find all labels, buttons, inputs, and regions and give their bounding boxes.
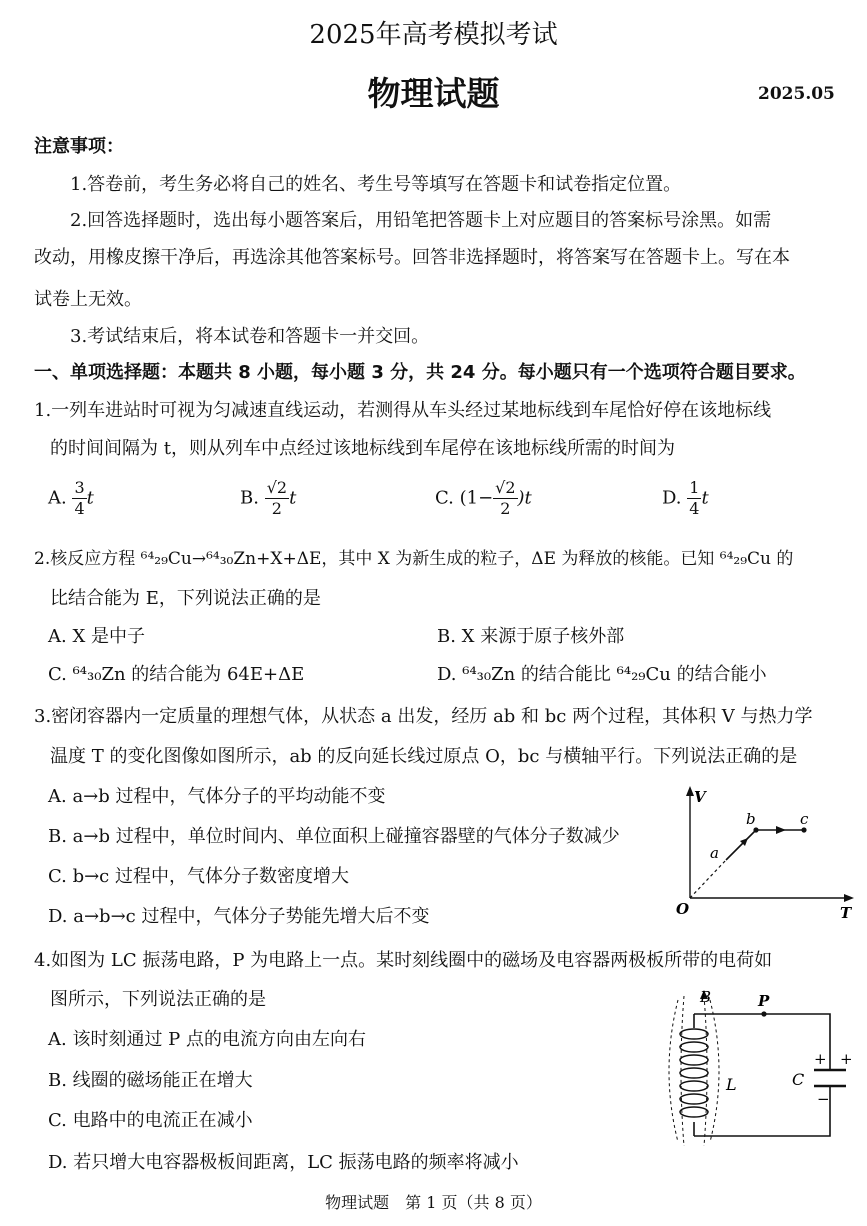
option-suffix: t — [701, 487, 709, 509]
point-c-label: c — [800, 810, 809, 828]
notice-item-1: 1.答卷前，考生务必将自己的姓名、考生号等填写在答题卡和试卷指定位置。 — [70, 174, 682, 195]
q1-option-a[interactable] — [48, 480, 94, 517]
option-suffix: t — [289, 487, 297, 509]
q3-option-b[interactable]: B. a→b 过程中，单位时间内、单位面积上碰撞容器壁的气体分子数减少 — [48, 826, 620, 847]
t-axis-label: T — [840, 904, 852, 922]
q3-option-d[interactable]: D. a→b→c 过程中，气体分子势能先增大后不变 — [48, 906, 430, 927]
q1-option-c[interactable] — [435, 480, 532, 517]
q2-stem-line-2: 比结合能为 E，下列说法正确的是 — [50, 588, 321, 609]
q4-option-c[interactable]: C. 电路中的电流正在减小 — [48, 1110, 253, 1131]
point-p-label: P — [758, 992, 770, 1010]
lc-circuit-diagram — [654, 986, 860, 1156]
exam-date: 2025.05 — [758, 84, 835, 104]
exam-title: 2025年高考模拟考试 — [309, 20, 558, 50]
fraction-denominator: 4 — [74, 499, 85, 518]
field-label: B — [700, 988, 712, 1006]
q1-stem-line-1: 1.一列车进站时可视为匀减速直线运动，若测得从车头经过某地标线到车尾恰好停在该地标线 — [34, 400, 772, 421]
q4-option-d[interactable]: D. 若只增大电容器极板间距离，LC 振荡电路的频率将减小 — [48, 1152, 519, 1173]
fraction-denominator: 2 — [271, 499, 282, 518]
q2-stem-line-1: 2.核反应方程 ⁶⁴₂₉Cu→⁶⁴₃₀Zn+X+ΔE，其中 X 为新生成的粒子，ΔE 为释放的核能。已知 ⁶⁴₂₉Cu 的 — [34, 549, 794, 569]
notice-item-2-line-1: 2.回答选择题时，选出每小题答案后，用铅笔把答题卡上对应题目的答案标号涂黑。如需 — [70, 210, 772, 231]
subject-title: 物理试题 — [367, 74, 500, 113]
notice-item-3: 3.考试结束后，将本试卷和答题卡一并交回。 — [70, 326, 430, 347]
q2-option-c[interactable]: C. ⁶⁴₃₀Zn 的结合能为 64E+ΔE — [48, 664, 305, 685]
option-suffix: t — [86, 487, 94, 509]
point-a-label: a — [710, 844, 719, 862]
notice-item-2-line-2: 改动，用橡皮擦干净后，再选涂其他答案标号。回答非选择题时，将答案写在答题卡上。写在本 — [34, 247, 790, 268]
q4-option-a[interactable]: A. 该时刻通过 P 点的电流方向由左向右 — [48, 1029, 366, 1050]
option-label: A. — [48, 487, 67, 509]
fraction-numerator: 1 — [689, 478, 700, 497]
ab-extension-dashed — [690, 860, 726, 898]
fraction-denominator: 2 — [500, 499, 511, 518]
section-heading: 一、单项选择题：本题共 8 小题，每小题 3 分，共 24 分。每小题只有一个选项符合题目要求。 — [34, 362, 806, 383]
notice-heading: 注意事项： — [34, 136, 124, 157]
point-b-label: b — [746, 810, 756, 828]
point-b — [753, 827, 758, 832]
q1-option-d[interactable] — [662, 480, 709, 517]
q4-stem-line-1: 4.如图为 LC 振荡电路，P 为电路上一点。某时刻线圈中的磁场及电容器两极板所带的电荷如 — [34, 950, 773, 971]
q1-stem-line-2: 的时间间隔为 t，则从列车中点经过该地标线到车尾停在该地标线所需的时间为 — [50, 438, 675, 459]
circuit-wire — [694, 1014, 830, 1070]
q3-option-c[interactable]: C. b→c 过程中，气体分子数密度增大 — [48, 866, 349, 887]
point-c — [801, 827, 806, 832]
fraction-numerator: √2 — [266, 478, 288, 497]
option-label: C. — [435, 487, 454, 509]
plus-sign-2: + — [840, 1050, 853, 1068]
circuit-wire-bottom — [694, 1086, 830, 1136]
option-label: D. — [662, 487, 682, 509]
origin-label: O — [676, 900, 690, 918]
q4-option-b[interactable]: B. 线圈的磁场能正在增大 — [48, 1070, 253, 1091]
bc-arrow — [776, 826, 786, 834]
q3-stem-line-2: 温度 T 的变化图像如图所示，ab 的反向延长线过原点 O，bc 与横轴平行。下列说法正确的是 — [50, 746, 798, 767]
q1-option-b[interactable] — [240, 480, 296, 517]
point-p — [761, 1011, 766, 1016]
vt-graph — [664, 780, 860, 925]
q2-option-a[interactable]: A. X 是中子 — [48, 626, 145, 647]
minus-sign: − — [817, 1090, 830, 1108]
fraction-denominator: 4 — [689, 499, 700, 518]
v-axis-label: V — [694, 788, 706, 806]
inductor-coil — [680, 1029, 708, 1117]
page-footer: 物理试题 第 1 页（共 8 页） — [325, 1193, 542, 1212]
notice-item-2-line-3: 试卷上无效。 — [34, 289, 142, 310]
v-axis-arrow — [686, 786, 694, 796]
fraction-numerator: 3 — [74, 478, 85, 497]
t-axis-arrow — [844, 894, 854, 902]
fraction-numerator: √2 — [495, 478, 516, 497]
option-label: B. — [240, 487, 259, 509]
option-suffix: )t — [517, 487, 532, 509]
inductor-label: L — [726, 1075, 737, 1094]
option-prefix: (1− — [459, 487, 494, 509]
q2-option-b[interactable]: B. X 来源于原子核外部 — [437, 626, 625, 647]
capacitor-label: C — [792, 1070, 805, 1089]
q2-option-d[interactable]: D. ⁶⁴₃₀Zn 的结合能比 ⁶⁴₂₉Cu 的结合能小 — [437, 664, 767, 685]
ab-segment — [726, 830, 756, 860]
q3-option-a[interactable]: A. a→b 过程中，气体分子的平均动能不变 — [48, 786, 386, 807]
q4-stem-line-2: 图所示，下列说法正确的是 — [50, 989, 266, 1010]
q3-stem-line-1: 3.密闭容器内一定质量的理想气体，从状态 a 出发，经历 ab 和 bc 两个过程，其体积 V 与热力学 — [34, 706, 813, 727]
plus-sign-1: + — [814, 1050, 827, 1068]
